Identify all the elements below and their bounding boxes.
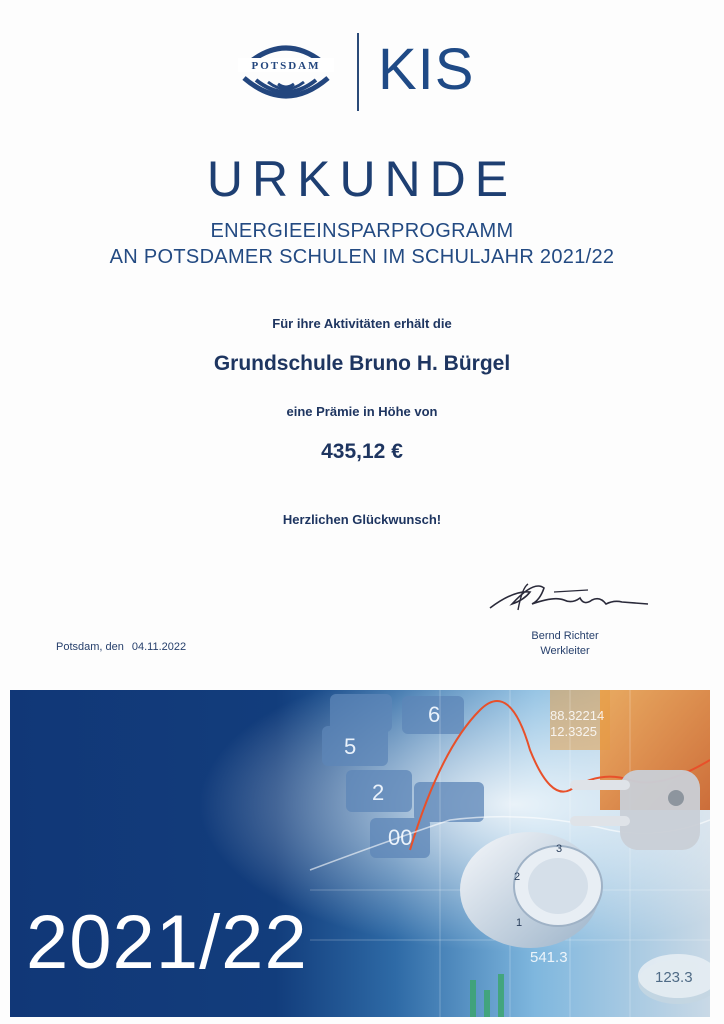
congratulations-text: Herzlichen Glückwunsch! xyxy=(282,512,442,527)
signer-name: Bernd Richter xyxy=(531,630,599,642)
certificate-title: URKUNDE xyxy=(206,151,518,207)
issue-date: 04.11.2022 xyxy=(131,641,187,653)
coins-icon xyxy=(638,954,710,1004)
potsdam-logo xyxy=(232,40,340,108)
key-label-2: 2 xyxy=(372,780,385,805)
ticker-value-3: 541.3 xyxy=(530,949,568,966)
dial-number-2: 2 xyxy=(514,871,521,883)
key-label-6: 6 xyxy=(428,702,441,727)
place-label: Potsdam, den xyxy=(56,641,124,653)
handwritten-signature xyxy=(484,570,654,620)
signer-role: Werkleiter xyxy=(540,645,590,657)
ticker-value-1: 88.32214 xyxy=(550,708,605,723)
program-name: ENERGIEEINSPARPROGRAMM xyxy=(210,220,514,242)
banner-year: 2021/22 xyxy=(26,900,308,985)
signer-block xyxy=(500,629,630,659)
coin-value: 123.3 xyxy=(655,969,693,986)
key-label-00: 00 xyxy=(388,825,413,850)
ticker-value-2: 12.3325 xyxy=(550,724,597,739)
potsdam-logo-text: POTSDAM xyxy=(251,60,321,72)
place-and-date xyxy=(56,641,186,653)
kis-logo: KIS xyxy=(378,37,475,102)
dial-number-3: 3 xyxy=(556,843,563,855)
intro-text: Für ihre Aktivitäten erhält die xyxy=(272,316,452,331)
recipient-name: Grundschule Bruno H. Bürgel xyxy=(213,352,511,375)
key-label-5: 5 xyxy=(344,734,357,759)
prize-amount: 435,12 € xyxy=(321,440,403,463)
dial-number-1: 1 xyxy=(516,917,523,929)
logo-divider xyxy=(357,33,359,111)
program-scope: AN POTSDAMER SCHULEN IM SCHULJAHR 2021/22 xyxy=(109,246,615,268)
prize-intro-text: eine Prämie in Höhe von xyxy=(286,404,438,419)
